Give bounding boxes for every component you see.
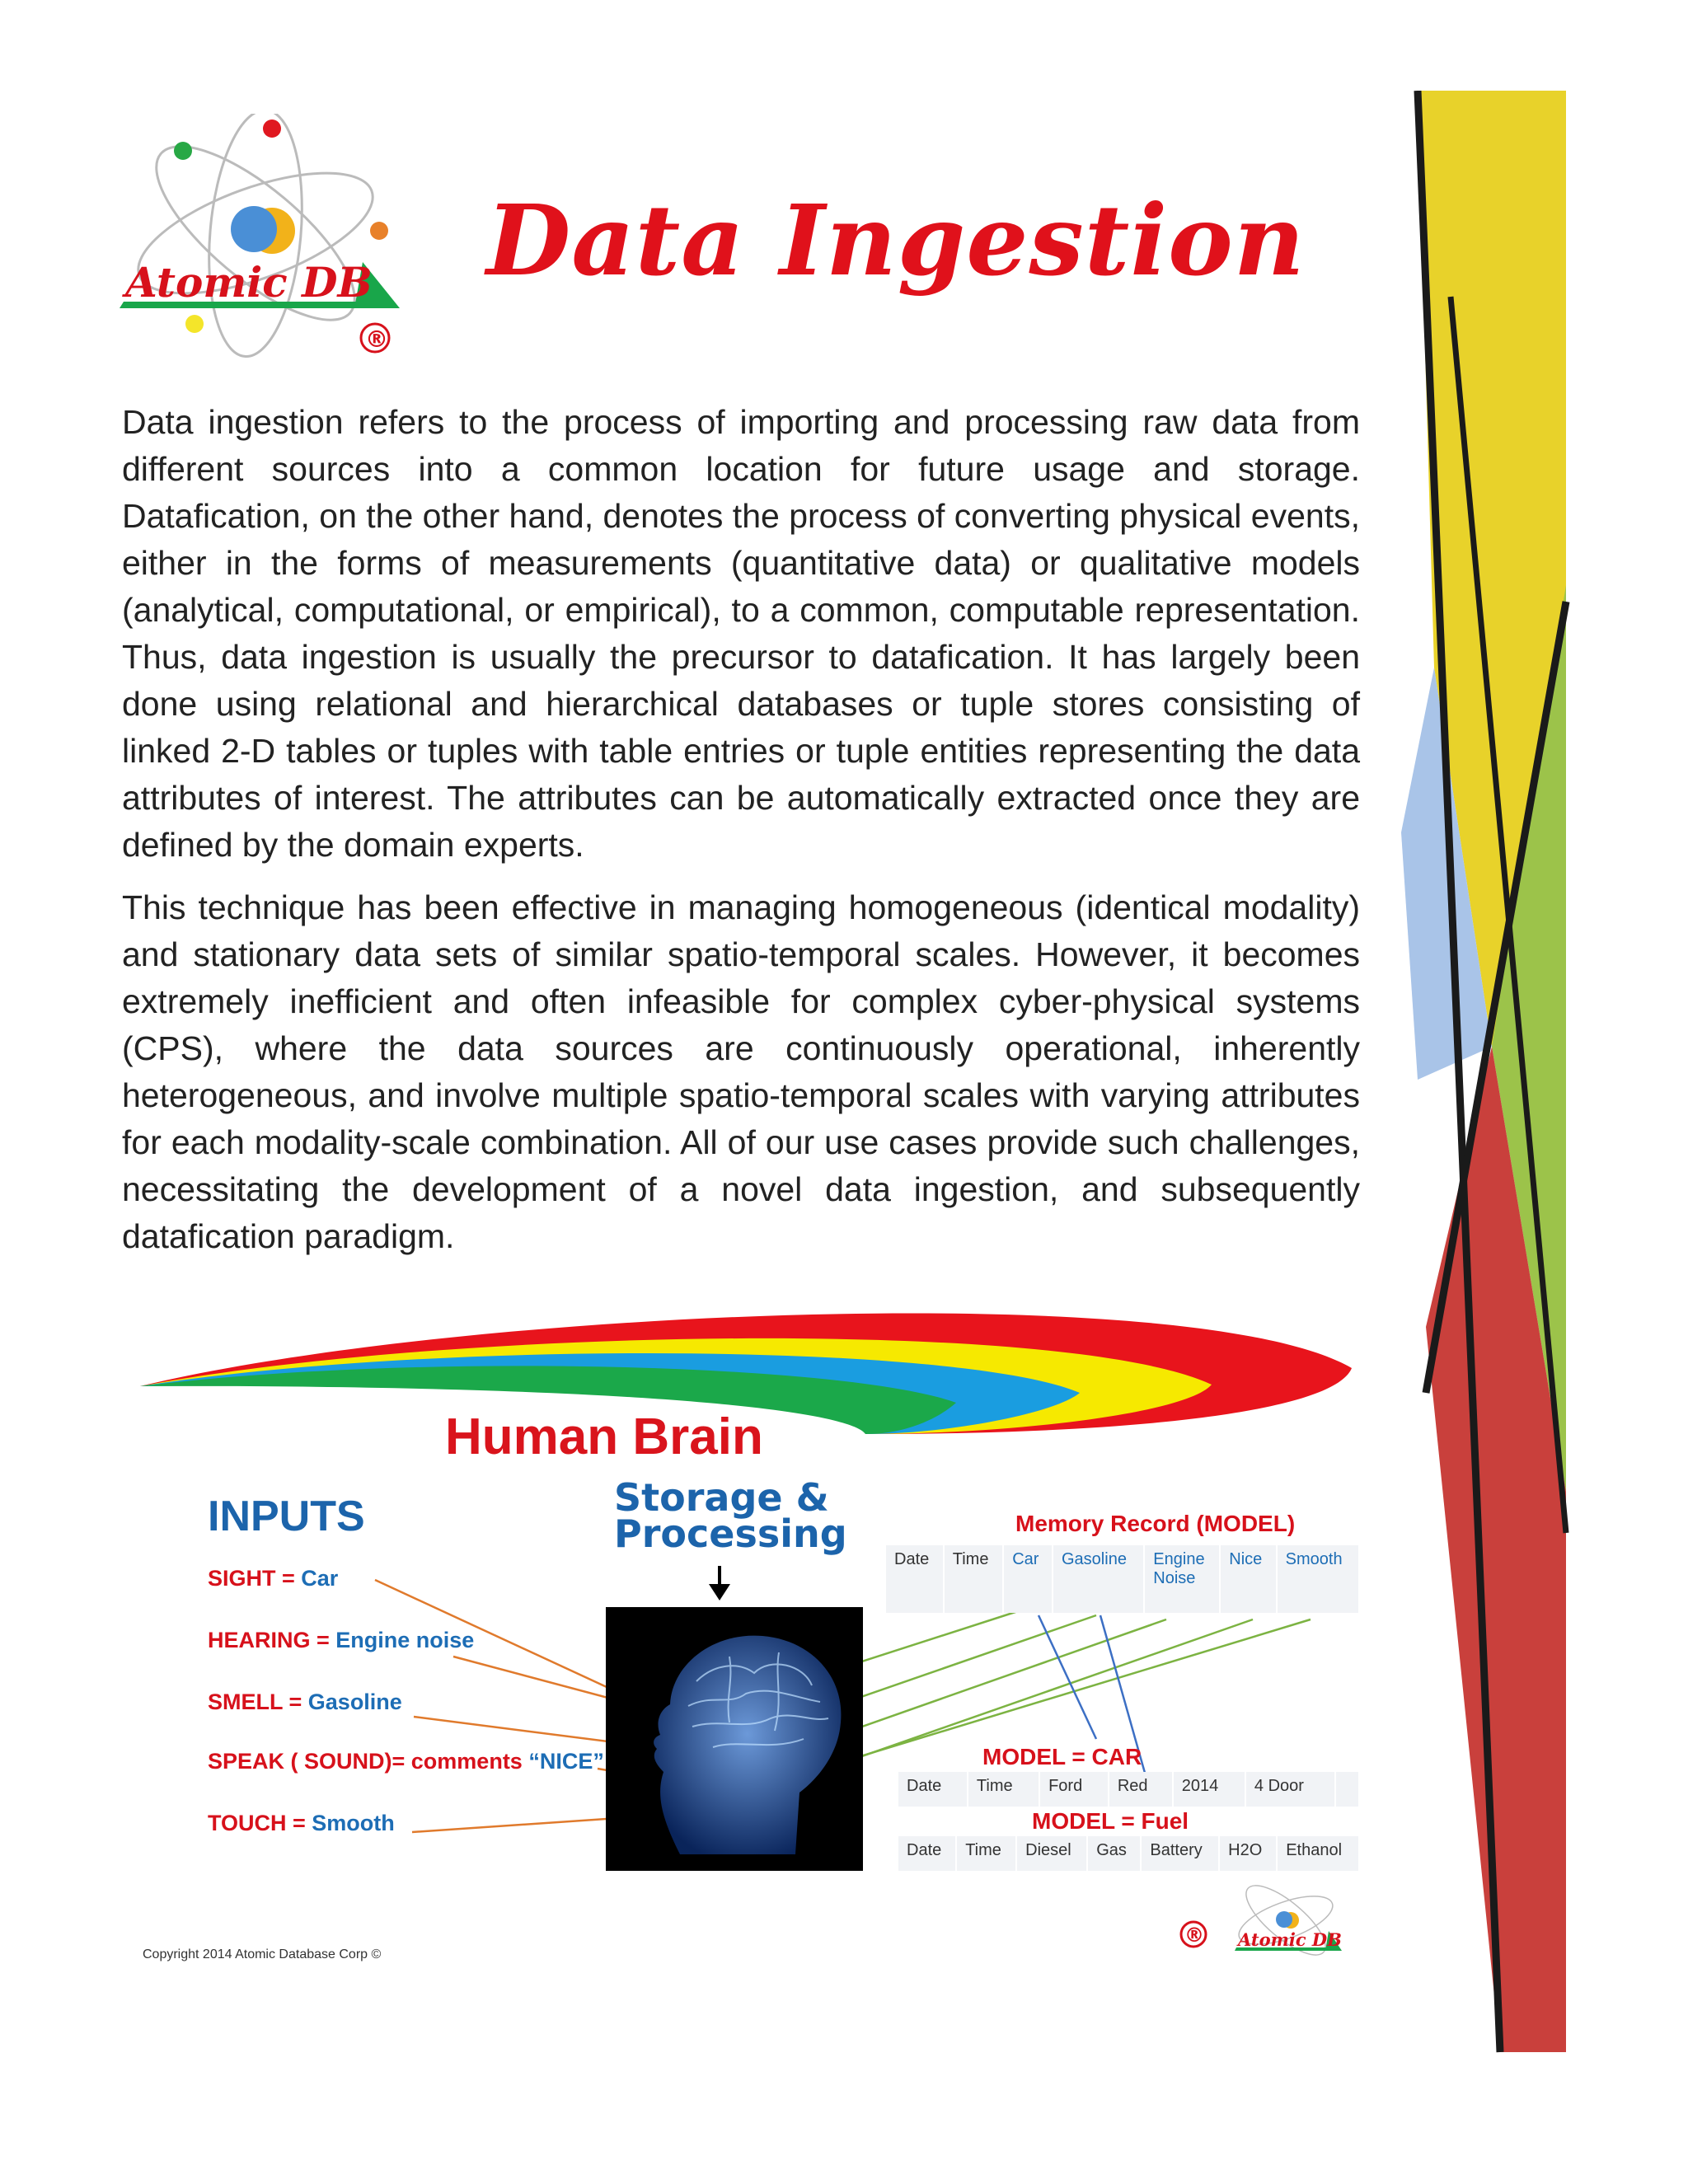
atomic-db-logo-small bbox=[1179, 1875, 1348, 1970]
registered-mark: ® bbox=[365, 326, 388, 353]
input-sight: SIGHT = Car bbox=[208, 1566, 339, 1591]
logo-text: Atomic DB bbox=[125, 258, 373, 307]
input-touch: TOUCH = Smooth bbox=[208, 1811, 395, 1835]
model-car-table bbox=[898, 1772, 1360, 1807]
input-smell: SMELL = Gasoline bbox=[208, 1690, 402, 1714]
paragraph-1: Data ingestion refers to the process of importing and processing raw data from different sources into a common location for future usage and storage. Datafication, on the other hand, denotes the process of converting physical events, either in the forms of measurements (quantitative data) or qualitative models (analytical, computational, or empirical), to a common, computable representation. Thus, data ingestion is usually the precursor to datafication. It has largely been done using relational and hierarchical databases or tuple stores consisting of linked 2-D tables or tuples with table entries or tuple entities representing the data attributes of interest. The attributes can be automatically extracted once they are defined by the domain experts. bbox=[122, 403, 1360, 864]
storage-processing-label: Storage & Processing bbox=[614, 1475, 847, 1556]
table-row: Date Time Ford Red 2014 4 Door bbox=[898, 1772, 1359, 1807]
diagram-title: Human Brain bbox=[445, 1408, 763, 1465]
copyright-text: Copyright 2014 Atomic Database Corp © bbox=[143, 1947, 382, 1961]
memory-record-title: Memory Record (MODEL) bbox=[1015, 1511, 1296, 1536]
paragraph-2: This technique has been effective in managing homogeneous (identical modality) and stationary data sets of similar spatio-temporal scales. However, it becomes extremely inefficient and often infeasible for complex cyber-physical systems (CPS), where the data sources are continuously operational, inherently heterogeneous, and involve multiple spatio-temporal scales with varying attributes for each modality-scale combination. All of our use cases provide such challenges, necessitating the development of a novel data ingestion, and subsequently datafication paradigm. bbox=[122, 888, 1360, 1255]
model-fuel-table bbox=[898, 1836, 1360, 1871]
brain-head-illustration bbox=[606, 1607, 863, 1871]
logo-text-small: Atomic DB bbox=[1238, 1929, 1342, 1950]
registered-mark-small: ® bbox=[1184, 1924, 1204, 1947]
table-row: Date Time Car Gasoline Engine Noise Nice Smooth bbox=[886, 1545, 1359, 1613]
model-fuel-title: MODEL = Fuel bbox=[1032, 1808, 1189, 1834]
atomic-db-logo bbox=[115, 114, 412, 361]
model-car-title: MODEL = CAR bbox=[982, 1744, 1142, 1769]
input-hearing: HEARING = Engine noise bbox=[208, 1628, 475, 1652]
decorative-side-stripes bbox=[1401, 91, 1591, 2069]
inputs-heading: INPUTS bbox=[208, 1493, 365, 1540]
table-row: Date Time Diesel Gas Battery H2O Ethanol bbox=[898, 1836, 1359, 1871]
input-speak: SPEAK ( SOUND)= comments “NICE” bbox=[208, 1749, 604, 1774]
page-title: Data Ingestion bbox=[486, 183, 1306, 298]
memory-record-table bbox=[886, 1545, 1360, 1613]
